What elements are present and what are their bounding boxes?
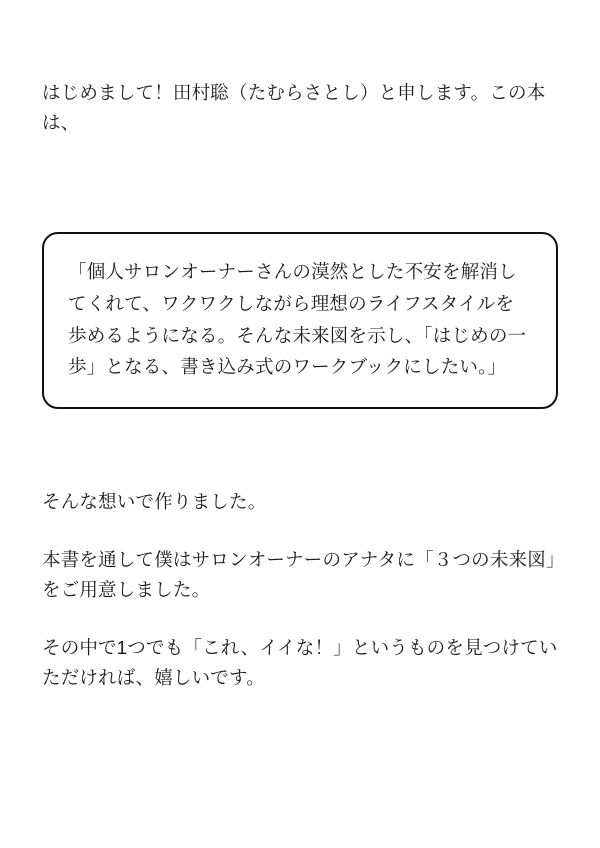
body-paragraphs [42, 487, 558, 693]
intro-paragraph: はじめまして！田村聡（たむらさとし）と申します。この本は、 [42, 82, 546, 133]
body-paragraph-1: そんな想いで作りました。 [42, 491, 267, 513]
quote-callout-box [42, 232, 558, 409]
body-paragraph-3: その中で1つでも「これ、イイな！」というものを見つけていただければ、嬉しいです。 [42, 637, 558, 689]
body-paragraph-2: 本書を通して僕はサロンオーナーのアナタに「３つの未来図」をご用意しました。 [42, 549, 556, 601]
quote-text: 「個人サロンオーナーさんの漠然とした不安を解消してくれて、ワクワクしながら理想のライフスタイルを歩めるようになる。そんな未来図を示し、「はじめの一歩」となる、書き込み式のワークブックにしたい。」 [68, 260, 527, 378]
